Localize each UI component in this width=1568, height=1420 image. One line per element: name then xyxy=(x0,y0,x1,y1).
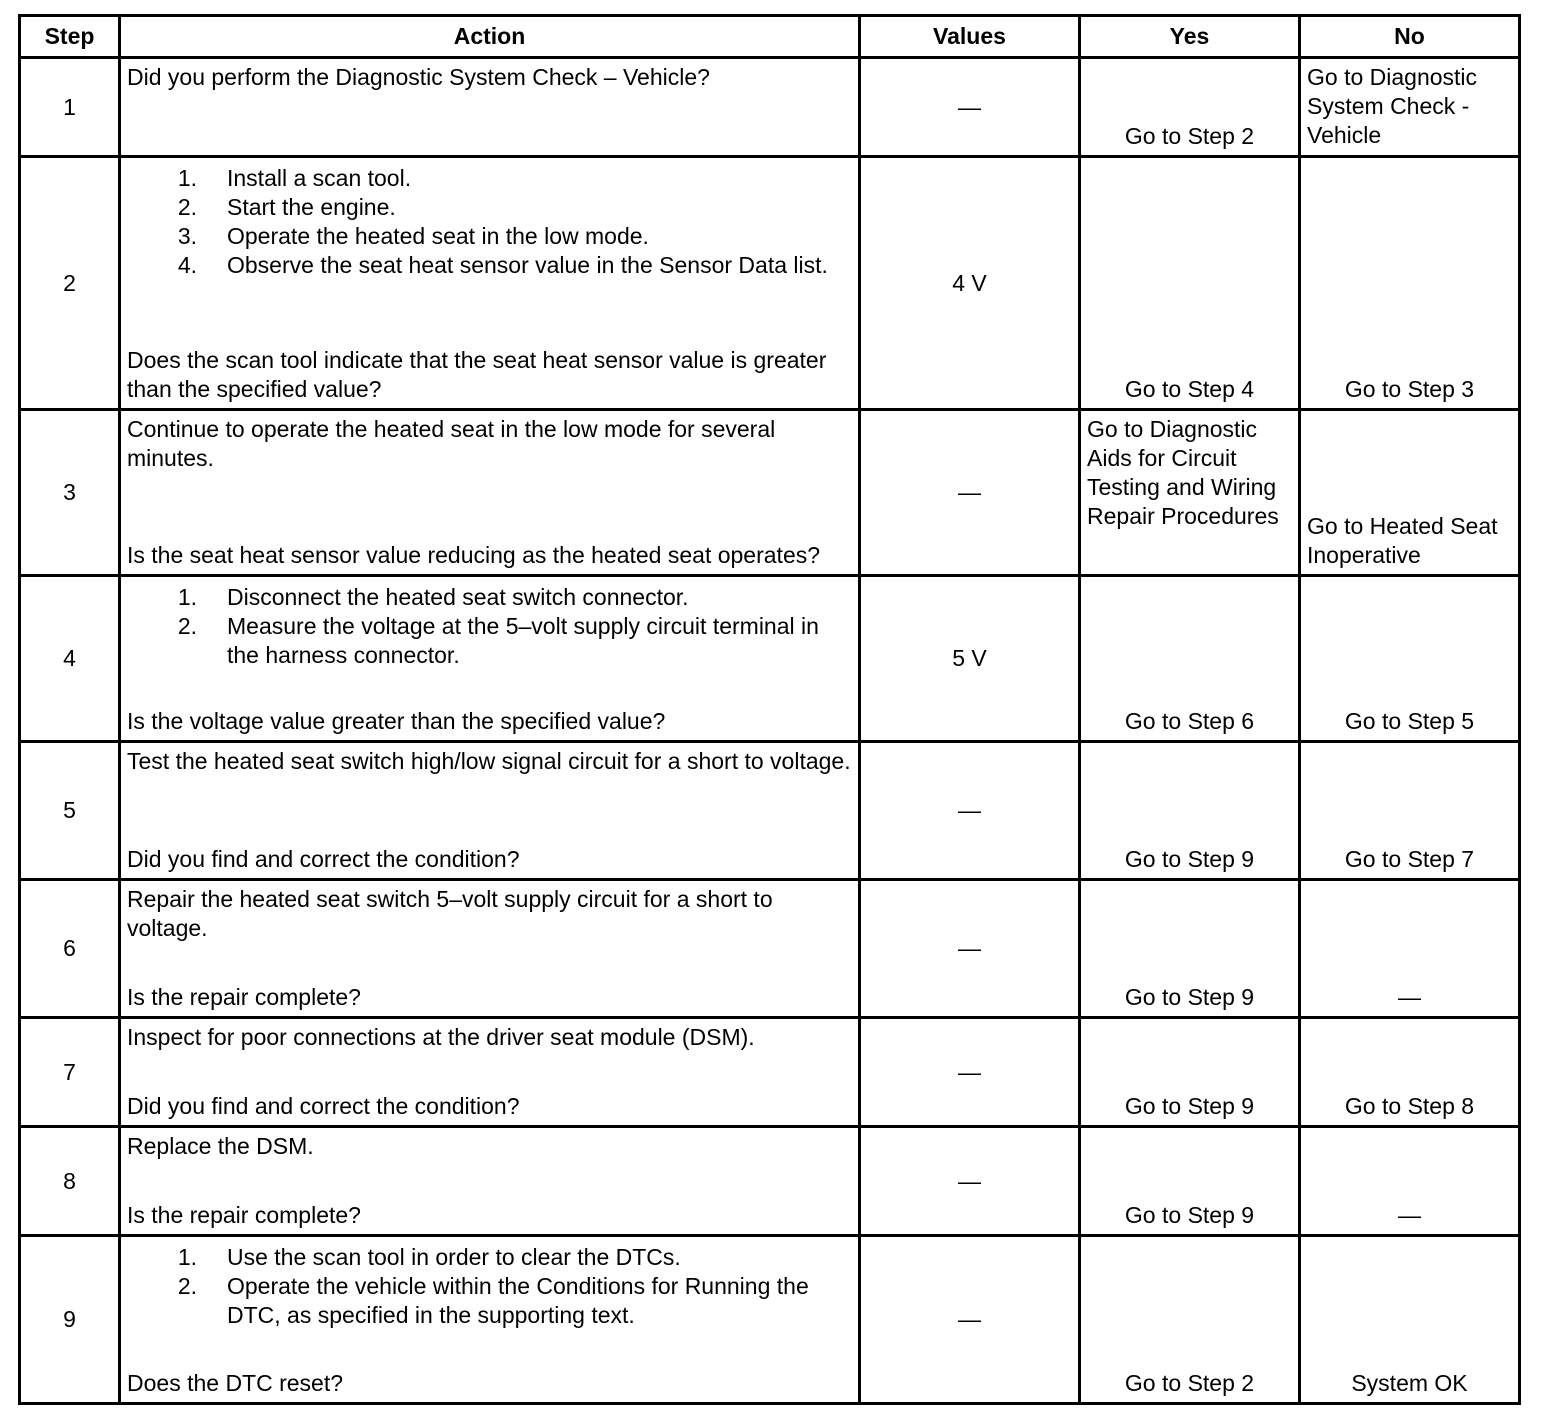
no-target: Go to Diagnostic System Check - Vehicle xyxy=(1307,64,1478,148)
action-question: Does the scan tool indicate that the seat heat sensor value is greater than the specified value? xyxy=(127,347,827,402)
list-item xyxy=(127,1272,852,1330)
table-row xyxy=(20,742,1520,880)
action-cell xyxy=(120,880,860,1018)
step-number: 1 xyxy=(20,58,120,157)
step-number: 6 xyxy=(20,880,120,1018)
no-cell xyxy=(1300,576,1520,742)
action-question: Is the repair complete? xyxy=(127,984,361,1010)
step-number: 4 xyxy=(20,576,120,742)
action-cell xyxy=(120,1018,860,1127)
yes-cell xyxy=(1080,576,1300,742)
yes-target: Go to Step 9 xyxy=(1124,1093,1255,1119)
yes-cell xyxy=(1080,1236,1300,1404)
yes-cell xyxy=(1080,742,1300,880)
step-number: 8 xyxy=(20,1127,120,1236)
action-cell xyxy=(120,1236,860,1404)
yes-target: Go to Diagnostic Aids for Circuit Testing and Wiring Repair Procedures xyxy=(1087,416,1279,529)
yes-cell xyxy=(1080,410,1300,576)
list-item-number: 3. xyxy=(177,223,197,249)
action-cell xyxy=(120,58,860,157)
table-row xyxy=(20,1236,1520,1404)
action-cell xyxy=(120,742,860,880)
yes-cell xyxy=(1080,880,1300,1018)
no-cell xyxy=(1300,880,1520,1018)
values-cell: — xyxy=(860,880,1080,1018)
list-item xyxy=(127,583,852,612)
action-cell xyxy=(120,410,860,576)
yes-target: Go to Step 6 xyxy=(1124,708,1255,734)
list-item-text: Observe the seat heat sensor value in the Sensor Data list. xyxy=(227,252,828,278)
table-row xyxy=(20,157,1520,410)
no-target: Go to Heated Seat Inoperative xyxy=(1307,513,1498,568)
values-cell: — xyxy=(860,1127,1080,1236)
list-item-number: 4. xyxy=(177,252,197,278)
action-steps-list xyxy=(127,164,852,280)
list-item-text: Disconnect the heated seat switch connector. xyxy=(227,584,689,610)
yes-target: Go to Step 9 xyxy=(1124,846,1255,872)
no-target: Go to Step 3 xyxy=(1344,376,1475,402)
step-number: 2 xyxy=(20,157,120,410)
header-row xyxy=(20,16,1520,58)
action-question: Is the voltage value greater than the specified value? xyxy=(127,708,666,734)
no-target: System OK xyxy=(1351,1370,1468,1396)
step-number: 5 xyxy=(20,742,120,880)
table-row xyxy=(20,1018,1520,1127)
action-question: Does the DTC reset? xyxy=(127,1370,344,1396)
list-item xyxy=(127,164,852,193)
list-item-text: Start the engine. xyxy=(227,194,396,220)
yes-target: Go to Step 9 xyxy=(1124,984,1255,1010)
list-item xyxy=(127,612,852,670)
list-item xyxy=(127,193,852,222)
header-step: Step xyxy=(20,16,120,58)
table-row xyxy=(20,1127,1520,1236)
list-item-text: Operate the vehicle within the Conditions for Running the DTC, as specified in the supporting text. xyxy=(227,1273,809,1328)
header-no: No xyxy=(1300,16,1520,58)
no-cell xyxy=(1300,58,1520,157)
list-item xyxy=(127,222,852,251)
values-cell: — xyxy=(860,58,1080,157)
table-row xyxy=(20,58,1520,157)
values-cell: — xyxy=(860,410,1080,576)
values-cell: 5 V xyxy=(860,576,1080,742)
no-target: — xyxy=(1398,1202,1421,1228)
header-values: Values xyxy=(860,16,1080,58)
values-cell: — xyxy=(860,1018,1080,1127)
no-cell xyxy=(1300,1127,1520,1236)
action-question: Did you find and correct the condition? xyxy=(127,1093,520,1119)
action-text: Replace the DSM. xyxy=(127,1133,314,1159)
action-question: Did you find and correct the condition? xyxy=(127,846,520,872)
yes-target: Go to Step 2 xyxy=(1124,1370,1255,1396)
no-cell xyxy=(1300,157,1520,410)
table-row xyxy=(20,576,1520,742)
list-item-text: Install a scan tool. xyxy=(227,165,412,191)
action-text: Test the heated seat switch high/low signal circuit for a short to voltage. xyxy=(127,748,851,774)
yes-target: Go to Step 2 xyxy=(1124,123,1255,149)
yes-target: Go to Step 4 xyxy=(1124,376,1255,402)
action-text: Repair the heated seat switch 5–volt supply circuit for a short to voltage. xyxy=(127,886,773,941)
list-item-text: Operate the heated seat in the low mode. xyxy=(227,223,649,249)
table-row xyxy=(20,880,1520,1018)
header-action: Action xyxy=(120,16,860,58)
no-target: Go to Step 7 xyxy=(1344,846,1475,872)
list-item-number: 1. xyxy=(177,165,197,191)
no-target: Go to Step 5 xyxy=(1344,708,1475,734)
yes-cell xyxy=(1080,1018,1300,1127)
list-item-number: 1. xyxy=(177,584,197,610)
action-question: Is the seat heat sensor value reducing as the heated seat operates? xyxy=(127,542,821,568)
no-target: — xyxy=(1398,984,1421,1010)
step-number: 7 xyxy=(20,1018,120,1127)
list-item-number: 2. xyxy=(177,194,197,220)
no-cell xyxy=(1300,1018,1520,1127)
action-cell xyxy=(120,157,860,410)
no-target: Go to Step 8 xyxy=(1344,1093,1475,1119)
header-yes: Yes xyxy=(1080,16,1300,58)
values-cell: — xyxy=(860,1236,1080,1404)
step-number: 9 xyxy=(20,1236,120,1404)
yes-cell xyxy=(1080,157,1300,410)
values-cell: 4 V xyxy=(860,157,1080,410)
action-text: Inspect for poor connections at the driver seat module (DSM). xyxy=(127,1024,755,1050)
action-text: Continue to operate the heated seat in the low mode for several minutes. xyxy=(127,416,776,471)
list-item-number: 2. xyxy=(177,1273,197,1299)
list-item-text: Measure the voltage at the 5–volt supply circuit terminal in the harness connector. xyxy=(227,613,819,668)
list-item-number: 2. xyxy=(177,613,197,639)
yes-cell xyxy=(1080,1127,1300,1236)
yes-target: Go to Step 9 xyxy=(1124,1202,1255,1228)
table-row xyxy=(20,410,1520,576)
list-item xyxy=(127,1243,852,1272)
diagnostic-table xyxy=(18,14,1521,1405)
no-cell xyxy=(1300,410,1520,576)
values-cell: — xyxy=(860,742,1080,880)
action-question: Is the repair complete? xyxy=(127,1202,361,1228)
step-number: 3 xyxy=(20,410,120,576)
action-steps-list xyxy=(127,1243,852,1330)
list-item-text: Use the scan tool in order to clear the DTCs. xyxy=(227,1244,681,1270)
action-text: Did you perform the Diagnostic System Check – Vehicle? xyxy=(127,64,710,90)
list-item-number: 1. xyxy=(177,1244,197,1270)
no-cell xyxy=(1300,742,1520,880)
no-cell xyxy=(1300,1236,1520,1404)
action-cell xyxy=(120,1127,860,1236)
action-steps-list xyxy=(127,583,852,670)
action-cell xyxy=(120,576,860,742)
yes-cell xyxy=(1080,58,1300,157)
list-item xyxy=(127,251,852,280)
